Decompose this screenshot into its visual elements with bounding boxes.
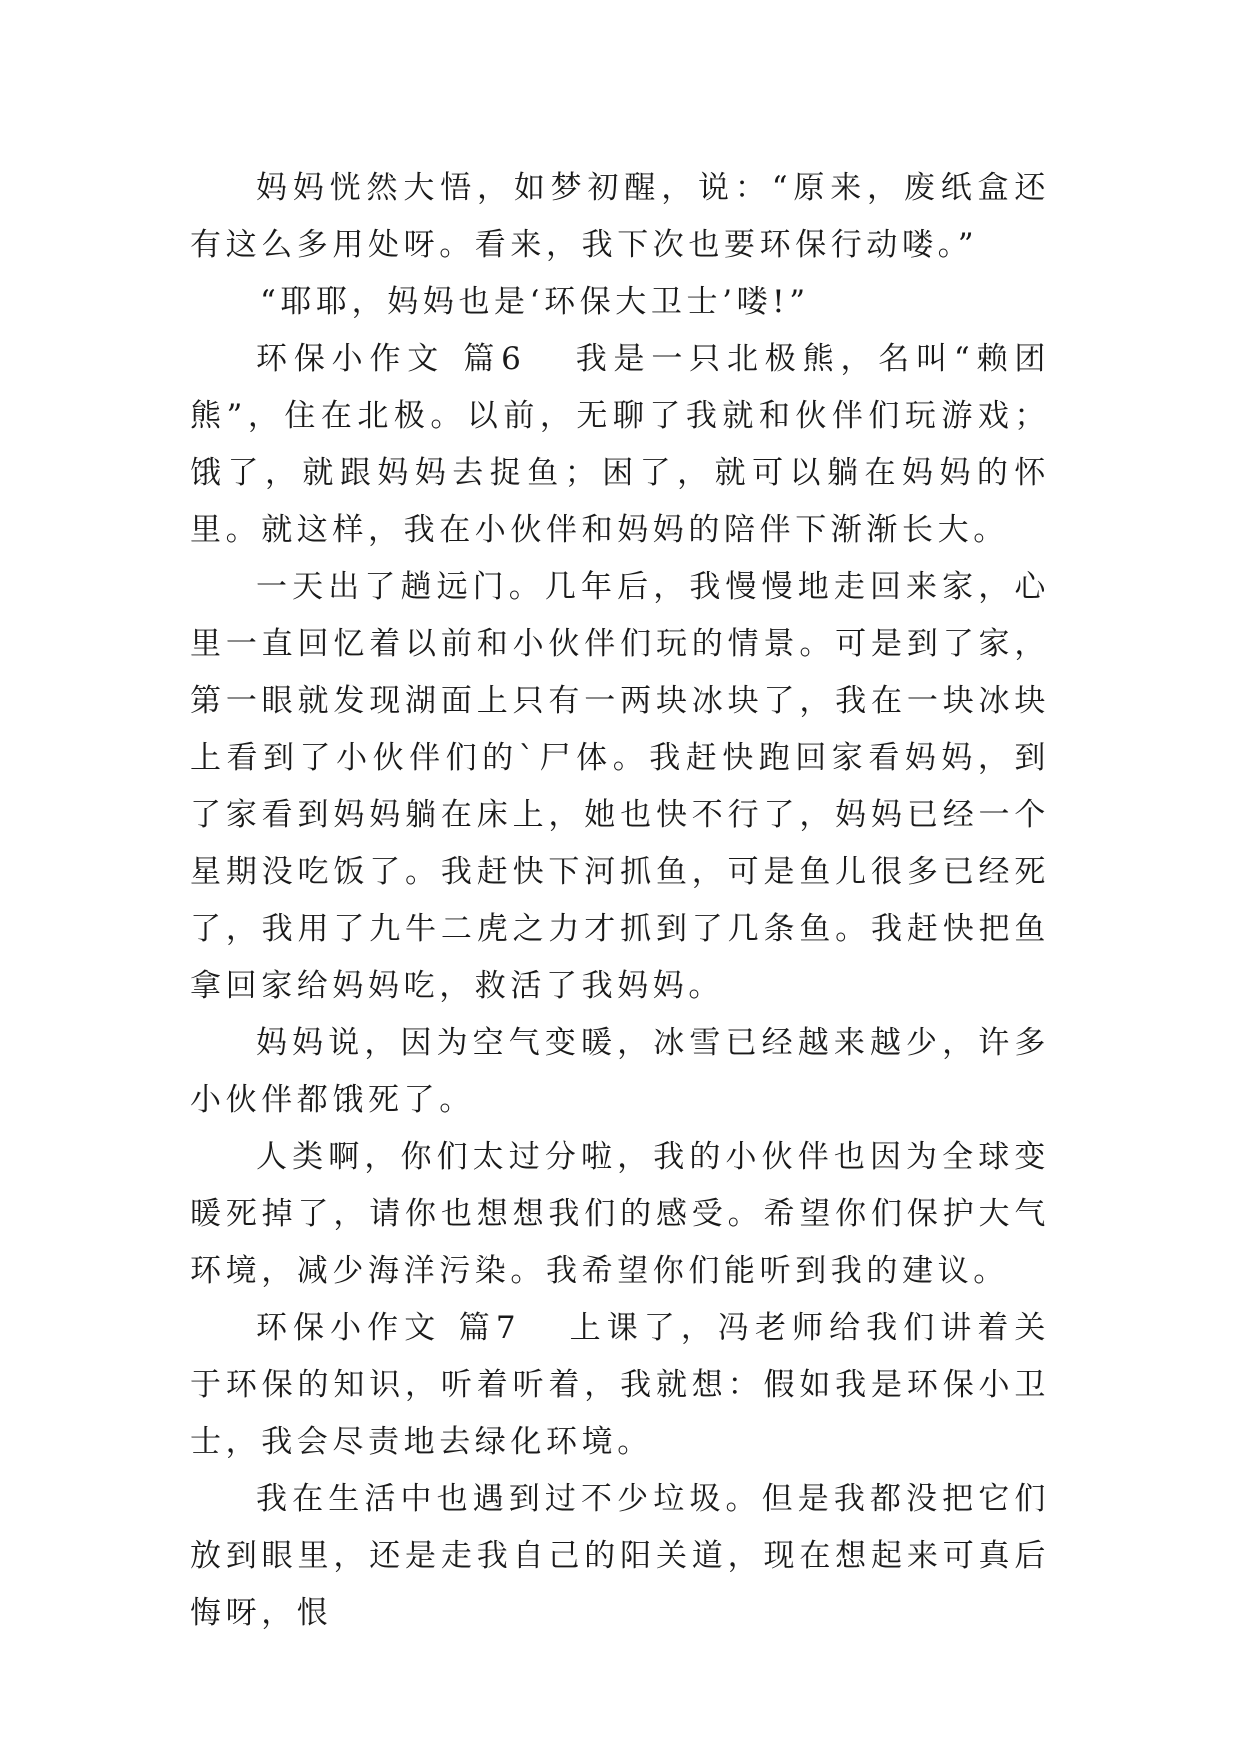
article-body (190, 160, 1050, 1642)
paragraph-text: 一天出了趟远门。几年后，我慢慢地走回来家，心里一直回忆着以前和小伙伴们玩的情景。可是到了家，第一眼就发现湖面上只有一两块冰块了，我在一块冰块上看到了小伙伴们的`尸体。我赶快跑回家看妈妈，到了家看到妈妈躺在床上，她也快不行了，妈妈已经一个星期没吃饭了。我赶快下河抓鱼，可是鱼儿很多已经死了，我用了九牛二虎之力才抓到了几条鱼。我赶快把鱼拿回家给妈妈吃，救活了我妈妈。 (190, 569, 1050, 1004)
paragraph-text: 妈妈恍然大悟，如梦初醒，说：“原来，废纸盒还有这么多用处呀。看来，我下次也要环保行动喽。” (190, 170, 1050, 263)
paragraph-1 (190, 160, 1050, 274)
section-heading: 环保小作文 (256, 341, 446, 377)
section-heading: 环保小作文 (256, 1310, 442, 1346)
section-number: 篇6 (461, 341, 526, 377)
paragraph-6 (190, 1129, 1050, 1300)
paragraph-text: 妈妈说，因为空气变暖，冰雪已经越来越少，许多小伙伴都饿死了。 (190, 1025, 1050, 1118)
paragraph-2 (190, 274, 1050, 331)
paragraph-text: 我是一只北极熊，名叫“赖团熊”，住在北极。以前，无聊了我就和伙伴们玩游戏；饿了，就跟妈妈去捉鱼；困了，就可以躺在妈妈的怀里。就这样，我在小伙伴和妈妈的陪伴下渐渐长大。 (190, 341, 1050, 548)
paragraph-3 (190, 331, 1050, 559)
paragraph-8 (190, 1471, 1050, 1642)
paragraph-7 (190, 1300, 1050, 1471)
paragraph-5 (190, 1015, 1050, 1129)
paragraph-text: 上课了，冯老师给我们讲着关于环保的知识，听着听着，我就想：假如我是环保小卫士，我会尽责地去绿化环境。 (190, 1310, 1050, 1460)
paragraph-4 (190, 559, 1050, 1015)
section-number: 篇7 (457, 1310, 521, 1346)
paragraph-text: 我在生活中也遇到过不少垃圾。但是我都没把它们放到眼里，还是走我自己的阳关道，现在想起来可真后悔呀，恨 (190, 1481, 1050, 1631)
paragraph-text: 人类啊，你们太过分啦，我的小伙伴也因为全球变暖死掉了，请你也想想我们的感受。希望你们保护大气环境，减少海洋污染。我希望你们能听到我的建议。 (190, 1139, 1050, 1289)
paragraph-text: “耶耶，妈妈也是‘环保大卫士’喽!” (260, 284, 810, 320)
